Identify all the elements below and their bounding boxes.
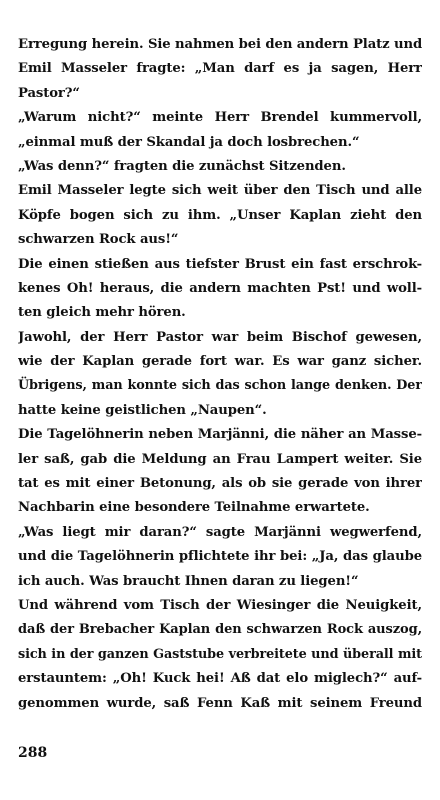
text-line: daß der Brebacher Kaplan den schwarzen Rock auszog, [18,622,422,638]
text-line: Emil Masseler legte sich weit über den Tisch und alle [18,183,422,199]
text-line: „Was liegt mir daran?“ sagte Marjänni wegwerfend, [18,524,422,540]
text-line: Übrigens, man konnte sich das schon lange denken. Der [18,378,422,394]
text-line: genommen wurde, saß Fenn Kaß mit seinem Freund [18,695,422,711]
text-line: Pastor?“ [18,85,80,101]
text-line: tat es mit einer Betonung, als ob sie gerade von ihrer [18,476,422,492]
text-line: schwarzen Rock aus!“ [18,232,179,248]
text-line: ich auch. Was braucht Ihnen daran zu liegen!“ [18,573,359,589]
text-line: ler saß, gab die Meldung an Frau Lampert weiter. Sie [18,451,422,467]
text-line: „einmal muß der Skandal ja doch losbrechen.“ [18,134,360,150]
text-line: kenes Oh! heraus, die andern machten Pst! und woll- [18,280,422,296]
body-text [18,33,422,716]
text-line: „Warum nicht?“ meinte Herr Brendel kummervoll, [18,110,422,126]
text-line: Köpfe bogen sich zu ihm. „Unser Kaplan zieht den [18,207,422,223]
text-line: sich in der ganzen Gaststube verbreitete und überall mit [18,646,422,662]
text-line: Erregung herein. Sie nahmen bei den andern Platz und [18,37,422,52]
text-line: Emil Masseler fragte: „Man darf es ja sagen, Herr [18,61,422,77]
text-line: ten gleich mehr hören. [18,305,186,321]
text-line: Jawohl, der Herr Pastor war beim Bischof gewesen, [18,329,422,345]
text-line: Nachbarin eine besondere Teilnahme erwartete. [18,500,370,516]
text-line: Die einen stießen aus tiefster Brust ein fast erschrok- [18,256,422,272]
text-line: und die Tagelöhnerin pflichtete ihr bei: „Ja, das glaube [18,549,422,565]
text-line: Und während vom Tisch der Wiesinger die Neuigkeit, [18,597,422,613]
text-line: wie der Kaplan gerade fort war. Es war ganz sicher. [18,354,422,370]
text-line: Die Tagelöhnerin neben Marjänni, die näher an Masse- [18,427,422,443]
text-line: erstauntem: „Oh! Kuck hei! Aß dat elo miglech?“ auf- [18,671,422,687]
text-line: „Was denn?“ fragten die zunächst Sitzenden. [18,158,346,174]
page-number: 288 [18,745,48,761]
text-line: hatte keine geistlichen „Naupen“. [18,402,267,418]
